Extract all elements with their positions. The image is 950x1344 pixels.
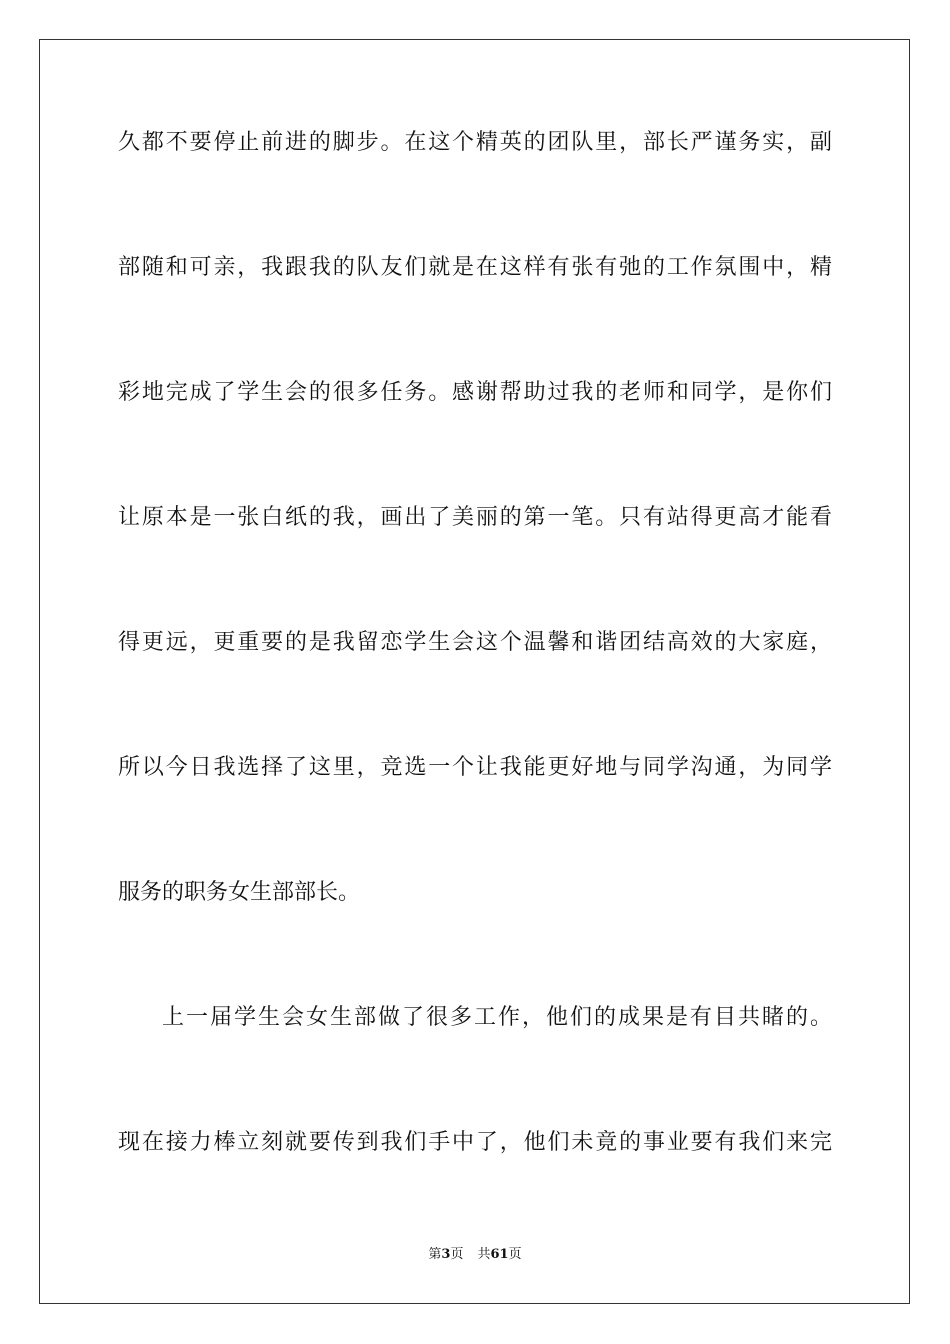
text-line: 服务的职务女生部部长。 — [118, 880, 361, 905]
total-prefix: 共 — [477, 1247, 491, 1262]
text-line: 部随和可亲，我跟我的队友们就是在这样有张有弛的工作氛围中，精 — [118, 255, 832, 280]
text-line: 现在接力棒立刻就要传到我们手中了，他们未竟的事业要有我们来完 — [118, 1130, 832, 1155]
text-line: 让原本是一张白纸的我，画出了美丽的第一笔。只有站得更高才能看 — [118, 505, 832, 530]
total-suffix: 页 — [508, 1247, 522, 1262]
text-line: 得更远，更重要的是我留恋学生会这个温馨和谐团结高效的大家庭， — [118, 630, 832, 655]
text-line: 所以今日我选择了这里，竞选一个让我能更好地与同学沟通，为同学 — [118, 755, 832, 780]
paragraph-first-line: 上一届学生会女生部做了很多工作，他们的成果是有目共睹的。 — [162, 1005, 832, 1030]
page-frame — [39, 39, 910, 1304]
page-prefix: 第 — [428, 1247, 442, 1262]
page-number: 3 — [441, 1247, 451, 1262]
page-footer — [0, 1246, 950, 1264]
text-line: 彩地完成了学生会的很多任务。感谢帮助过我的老师和同学，是你们 — [118, 380, 832, 405]
text-line: 久都不要停止前进的脚步。在这个精英的团队里，部长严谨务实，副 — [118, 130, 832, 155]
total-pages: 61 — [490, 1247, 509, 1262]
page-suffix: 页 — [450, 1247, 464, 1262]
